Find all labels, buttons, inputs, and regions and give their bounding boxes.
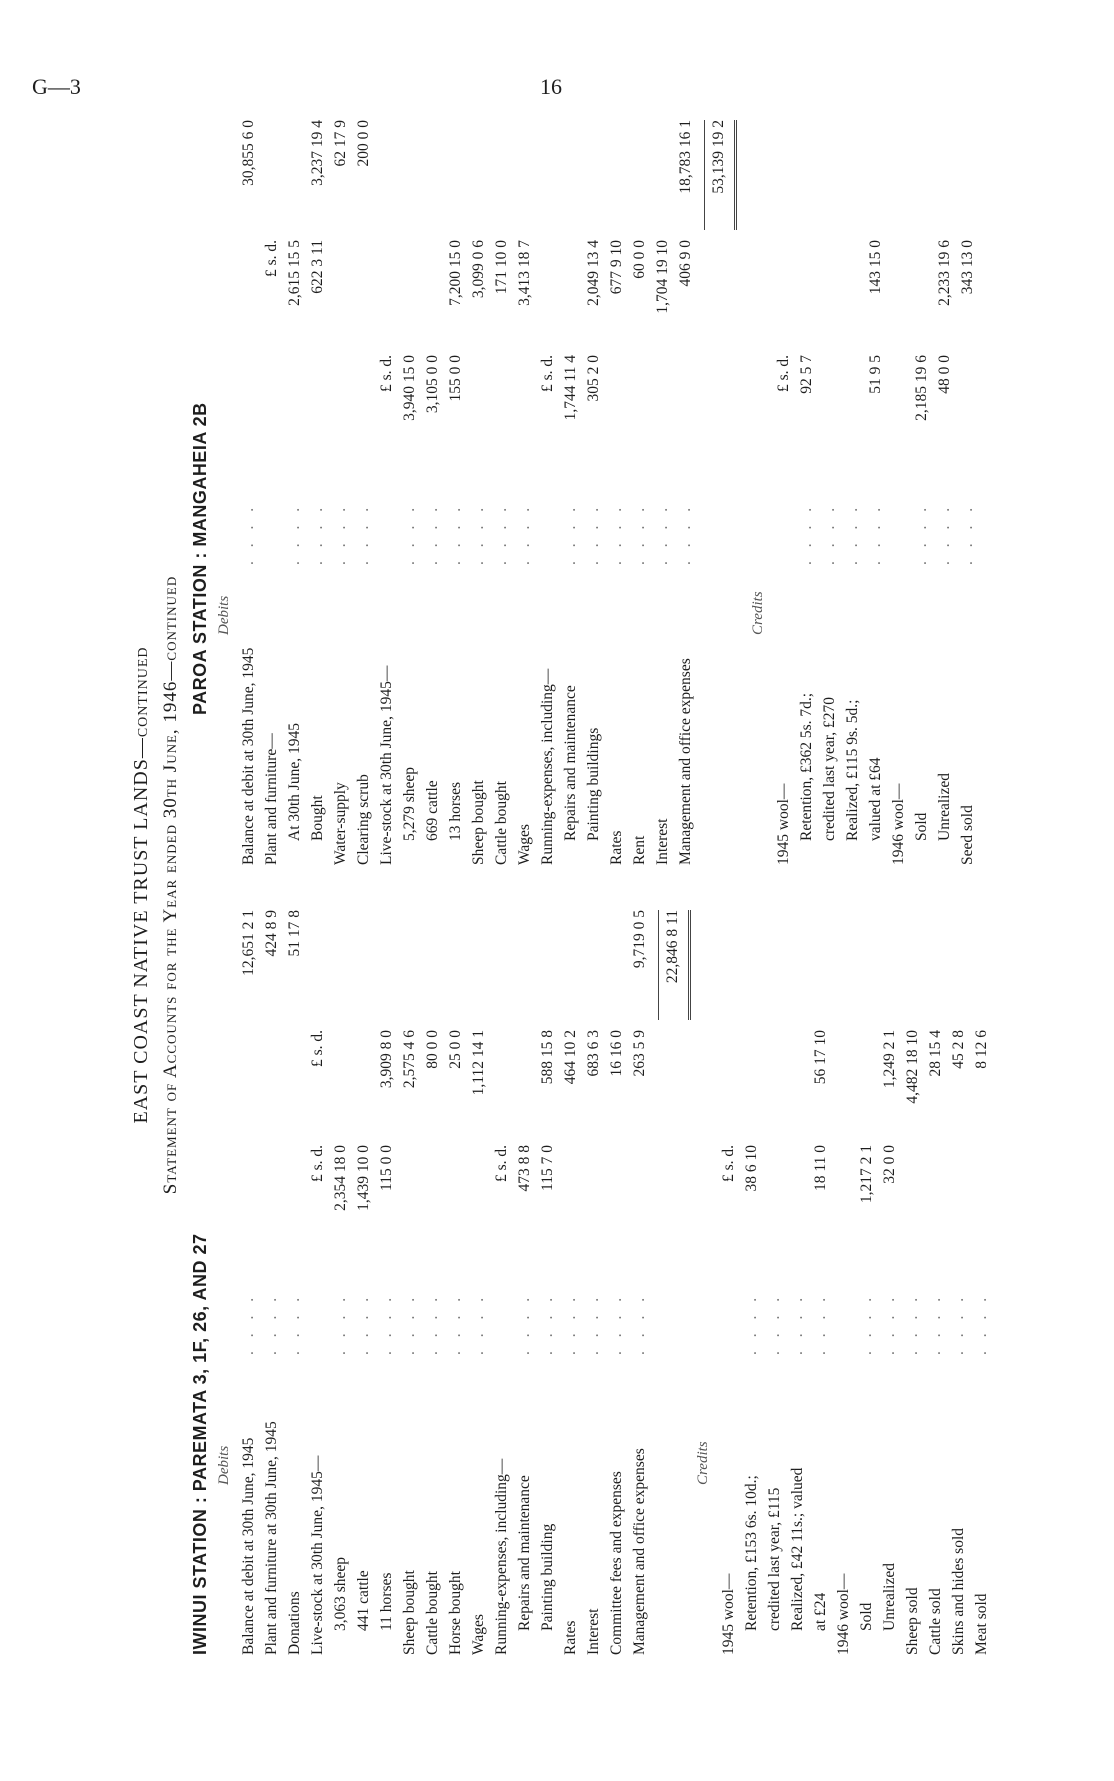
amount-mid: 1,112 14 1	[470, 1030, 487, 1096]
amount-mid: 1,249 2 1	[881, 1030, 898, 1089]
left-credits-heading: Credits	[695, 1441, 711, 1485]
leader-dots: . . . .	[447, 502, 464, 565]
amount-inner: 38 6 10	[743, 1145, 760, 1192]
amount-mid: 7,200 15 0	[447, 240, 464, 306]
row-label: 11 horses	[378, 1572, 395, 1631]
row-label: Clearing scrub	[355, 774, 372, 865]
left-station-title: IWINUI STATION : PAREMATA 3, 1F, 26, AND 27	[190, 1233, 210, 1655]
leader-dots: . . . .	[677, 502, 694, 565]
amount-mid: 8 12 6	[973, 1030, 990, 1069]
leader-dots: . . . .	[470, 1292, 487, 1355]
leader-dots: . . . .	[355, 1292, 372, 1355]
leader-dots: . . . .	[493, 502, 510, 565]
leader-dots: . . . .	[240, 502, 257, 565]
ledger-row	[424, 910, 444, 1655]
row-label: Retention, £153 6s. 10d.;	[743, 1475, 760, 1631]
ledger-row	[654, 120, 674, 865]
ledger-row	[332, 120, 352, 865]
leader-dots: . . . .	[424, 502, 441, 565]
ledger-row	[775, 120, 795, 865]
ledger-row	[355, 910, 375, 1655]
row-label: Plant and furniture at 30th June, 1945	[263, 1421, 280, 1655]
amount-outer: 200 0 0	[355, 120, 372, 167]
leader-dots: . . . .	[401, 1292, 418, 1355]
leader-dots: . . . .	[654, 502, 671, 565]
amount-mid: 28 15 4	[927, 1030, 944, 1077]
row-label: Water-supply	[332, 782, 349, 865]
row-label: Running-expenses, including—	[539, 668, 556, 865]
document-subtitle: Statement of Accounts for the Year ended 30th June, 1946—continued	[160, 575, 181, 1195]
ledger-row	[973, 910, 993, 1655]
ledger-row	[355, 120, 375, 865]
right-debits-heading: Debits	[216, 595, 232, 635]
row-label: 13 horses	[447, 782, 464, 841]
amount-inner: 1,217 2 1	[858, 1145, 875, 1204]
leader-dots: . . . .	[286, 502, 303, 565]
ledger-row	[539, 910, 559, 1655]
amount-mid: 2,049 13 4	[585, 240, 602, 306]
row-label: Sheep bought	[401, 1570, 418, 1655]
ledger-row	[890, 120, 910, 865]
row-label: Committee fees and expenses	[608, 1471, 625, 1655]
amount-mid: 3,413 18 7	[516, 240, 533, 306]
amount-mid: 2,233 19 6	[936, 240, 953, 306]
amount-mid: 677 9 10	[608, 240, 625, 295]
amount-mid: 56 17 10	[812, 1030, 829, 1085]
row-label: 1946 wool—	[890, 783, 907, 865]
amount-mid: 60 0 0	[631, 240, 648, 279]
amount-inner: 92 5 7	[798, 355, 815, 394]
amount-mid: £ s. d.	[263, 240, 280, 278]
ledger-row	[858, 910, 878, 1655]
total-row	[664, 910, 684, 1655]
amount-inner: £ s. d.	[378, 355, 395, 393]
leader-dots: . . . .	[401, 502, 418, 565]
row-label: Sold	[913, 812, 930, 841]
debit-total: 22,846 8 11	[664, 910, 681, 984]
leader-dots: . . . .	[798, 502, 815, 565]
amount-mid: 45 2 8	[950, 1030, 967, 1069]
amount-mid: 16 16 0	[608, 1030, 625, 1077]
ledger-row	[904, 910, 924, 1655]
ledger-row	[936, 120, 956, 865]
ledger-row	[470, 120, 490, 865]
leader-dots: . . . .	[631, 502, 648, 565]
leader-dots: . . . .	[821, 502, 838, 565]
row-label: Unrealized	[881, 1563, 898, 1631]
leader-dots: . . . .	[562, 502, 579, 565]
amount-inner: 305 2 0	[585, 355, 602, 402]
ledger-row	[585, 910, 605, 1655]
ledger-row	[835, 910, 855, 1655]
amount-mid: 1,704 19 10	[654, 240, 671, 314]
ledger-row	[493, 910, 513, 1655]
leader-dots: . . . .	[585, 502, 602, 565]
ledger-row	[798, 120, 818, 865]
ledger-row	[378, 910, 398, 1655]
right-credits-heading: Credits	[750, 591, 766, 635]
ledger-row	[286, 120, 306, 865]
ledger-row	[263, 120, 283, 865]
row-label: Rates	[562, 1620, 579, 1655]
leader-dots: . . . .	[332, 502, 349, 565]
row-label: Bought	[309, 795, 326, 841]
leader-dots: . . . .	[263, 1292, 280, 1355]
row-label: 1946 wool—	[835, 1573, 852, 1655]
amount-mid: 588 15 8	[539, 1030, 556, 1085]
ledger-row	[240, 120, 260, 865]
leader-dots: . . . .	[585, 1292, 602, 1355]
amount-outer: 51 17 8	[286, 910, 303, 957]
amount-inner: £ s. d.	[493, 1145, 510, 1183]
leader-dots: . . . .	[927, 1292, 944, 1355]
sum-rule	[704, 120, 705, 230]
ledger-row	[516, 120, 536, 865]
ledger-row	[516, 910, 536, 1655]
leader-dots: . . . .	[904, 1292, 921, 1355]
row-label: credited last year, £115	[766, 1487, 783, 1631]
leader-dots: . . . .	[355, 502, 372, 565]
amount-mid: 25 0 0	[447, 1030, 464, 1069]
rotated-statement	[130, 105, 1030, 1665]
row-label: Painting buildings	[585, 727, 602, 841]
row-label: Management and office expenses	[631, 1448, 648, 1655]
amount-mid: 2,615 15 5	[286, 240, 303, 306]
row-label: Meat sold	[973, 1593, 990, 1655]
row-label: Repairs and maintenance	[562, 685, 579, 841]
row-label: Balance at debit at 30th June, 1945	[240, 1437, 257, 1655]
ledger-row	[631, 910, 651, 1655]
amount-outer: 424 8 9	[263, 910, 280, 957]
amount-mid: £ s. d.	[309, 1030, 326, 1068]
amount-inner: 32 0 0	[881, 1145, 898, 1184]
ledger-row	[493, 120, 513, 865]
amount-mid: 622 3 11	[309, 240, 326, 294]
amount-inner: 1,744 11 4	[562, 355, 579, 421]
leader-dots: . . . .	[470, 502, 487, 565]
ledger-row	[378, 120, 398, 865]
ledger-row	[562, 120, 582, 865]
row-label: 669 cattle	[424, 780, 441, 841]
page-number: 16	[540, 74, 562, 99]
leader-dots: . . . .	[424, 1292, 441, 1355]
amount-inner: 155 0 0	[447, 355, 464, 402]
leader-dots: . . . .	[913, 502, 930, 565]
total-rule	[688, 910, 691, 1020]
page-ref: G—3	[32, 74, 81, 99]
row-label: Realized, £42 11s.; valued	[789, 1467, 806, 1631]
ledger-row	[401, 120, 421, 865]
row-label: Realized, £115 9s. 5d.;	[844, 699, 861, 841]
row-label: 5,279 sheep	[401, 766, 418, 841]
ledger-row	[608, 120, 628, 865]
amount-inner: £ s. d.	[775, 355, 792, 393]
amount-mid: 80 0 0	[424, 1030, 441, 1069]
leader-dots: . . . .	[240, 1292, 257, 1355]
ledger-row	[677, 120, 697, 865]
amount-inner: 473 8 8	[516, 1145, 533, 1192]
ledger-row	[470, 910, 490, 1655]
ledger-row	[789, 910, 809, 1655]
leader-dots: . . . .	[844, 502, 861, 565]
amount-mid: 3,099 0 6	[470, 240, 487, 299]
row-label: Management and office expenses	[677, 658, 694, 865]
leader-dots: . . . .	[812, 1292, 829, 1355]
row-label: Live-stock at 30th June, 1945—	[378, 665, 395, 865]
leader-dots: . . . .	[858, 1292, 875, 1355]
ledger-row	[631, 120, 651, 865]
amount-inner: £ s. d.	[720, 1145, 737, 1183]
ledger-row	[309, 910, 329, 1655]
amount-inner: 115 0 0	[378, 1145, 395, 1191]
row-label: Retention, £362 5s. 7d.;	[798, 692, 815, 841]
leader-dots: . . . .	[766, 1292, 783, 1355]
ledger-row	[743, 910, 763, 1655]
leader-dots: . . . .	[286, 1292, 303, 1355]
amount-inner: 48 0 0	[936, 355, 953, 394]
amount-inner: £ s. d.	[539, 355, 556, 393]
ledger-row	[447, 910, 467, 1655]
amount-mid: 406 9 0	[677, 240, 694, 287]
row-label: Donations	[286, 1591, 303, 1655]
row-label: Interest	[585, 1608, 602, 1655]
leader-dots: . . . .	[743, 1292, 760, 1355]
ledger-row	[585, 120, 605, 865]
ledger-row	[766, 910, 786, 1655]
row-label: Painting building	[539, 1523, 556, 1631]
ledger-row	[913, 120, 933, 865]
amount-inner: 2,185 19 6	[913, 355, 930, 421]
row-label: Wages	[516, 824, 533, 865]
row-label: Sold	[858, 1602, 875, 1631]
amount-outer: 18,783 16 1	[677, 120, 694, 194]
ledger-row	[927, 910, 947, 1655]
leader-dots: . . . .	[516, 502, 533, 565]
left-debits-heading: Debits	[216, 1445, 232, 1485]
ledger-row	[309, 120, 329, 865]
row-label: Rates	[608, 830, 625, 865]
amount-mid: 2,575 4 6	[401, 1030, 418, 1089]
row-label: Unrealized	[936, 773, 953, 841]
amount-mid: 171 10 0	[493, 240, 510, 295]
row-label: Wages	[470, 1614, 487, 1655]
total-rule	[734, 120, 737, 230]
ledger-row	[447, 120, 467, 865]
row-label: Sheep sold	[904, 1587, 921, 1655]
row-label: Cattle bought	[493, 781, 510, 865]
leader-dots: . . . .	[936, 502, 953, 565]
ledger-row	[562, 910, 582, 1655]
leader-dots: . . . .	[867, 502, 884, 565]
amount-inner: 115 7 0	[539, 1145, 556, 1191]
row-label: At 30th June, 1945	[286, 723, 303, 841]
amount-inner: 18 11 0	[812, 1145, 829, 1191]
amount-outer: 30,855 6 0	[240, 120, 257, 186]
row-label: Horse bought	[447, 1571, 464, 1655]
amount-inner: 3,940 15 0	[401, 355, 418, 421]
leader-dots: . . . .	[309, 502, 326, 565]
ledger-row	[424, 120, 444, 865]
sum-rule	[658, 910, 659, 1020]
amount-outer: 9,719 0 5	[631, 910, 648, 969]
row-label: credited last year, £270	[821, 697, 838, 841]
leader-dots: . . . .	[378, 1292, 395, 1355]
row-label: Live-stock at 30th June, 1945—	[309, 1455, 326, 1655]
row-label: 1945 wool—	[775, 783, 792, 865]
row-label: Seed sold	[959, 805, 976, 865]
leader-dots: . . . .	[608, 502, 625, 565]
ledger-row	[821, 120, 841, 865]
row-label: Repairs and maintenance	[516, 1475, 533, 1631]
leader-dots: . . . .	[959, 502, 976, 565]
amount-outer: 12,651 2 1	[240, 910, 257, 976]
ledger-row	[240, 910, 260, 1655]
leader-dots: . . . .	[539, 1292, 556, 1355]
ledger-row	[812, 910, 832, 1655]
row-label: 3,063 sheep	[332, 1556, 349, 1631]
ledger-row	[720, 910, 740, 1655]
leader-dots: . . . .	[881, 1292, 898, 1355]
amount-mid: 263 5 9	[631, 1030, 648, 1077]
ledger-row	[401, 910, 421, 1655]
ledger-row	[263, 910, 283, 1655]
leader-dots: . . . .	[631, 1292, 648, 1355]
ledger-row	[881, 910, 901, 1655]
leader-dots: . . . .	[332, 1292, 349, 1355]
leader-dots: . . . .	[950, 1292, 967, 1355]
row-label: 441 cattle	[355, 1570, 372, 1631]
row-label: Running-expenses, including—	[493, 1458, 510, 1655]
row-label: Skins and hides sold	[950, 1527, 967, 1655]
total-row	[710, 120, 730, 865]
row-label: valued at £64	[867, 757, 884, 841]
row-label: Balance at debit at 30th June, 1945	[240, 647, 257, 865]
amount-inner: 51 9 5	[867, 355, 884, 394]
ledger-row	[959, 120, 979, 865]
amount-mid: 464 10 2	[562, 1030, 579, 1085]
amount-inner: £ s. d.	[309, 1145, 326, 1183]
row-label: Interest	[654, 818, 671, 865]
ledger-row	[950, 910, 970, 1655]
amount-outer: 3,237 19 4	[309, 120, 326, 186]
row-label: Rent	[631, 835, 648, 865]
ledger-row	[286, 910, 306, 1655]
amount-mid: 683 6 3	[585, 1030, 602, 1077]
document-title: EAST COAST NATIVE TRUST LANDS—continued	[130, 646, 152, 1124]
amount-outer: 62 17 9	[332, 120, 349, 167]
leader-dots: . . . .	[973, 1292, 990, 1355]
right-station-title: PAROA STATION : MANGAHEIA 2B	[190, 402, 210, 715]
amount-inner: 1,439 10 0	[355, 1145, 372, 1211]
debit-total: 53,139 19 2	[710, 120, 727, 194]
amount-mid: 3,909 8 0	[378, 1030, 395, 1089]
row-label: Cattle sold	[927, 1588, 944, 1655]
leader-dots: . . . .	[516, 1292, 533, 1355]
ledger-row	[332, 910, 352, 1655]
leader-dots: . . . .	[608, 1292, 625, 1355]
row-label: at £24	[812, 1592, 829, 1631]
row-label: Cattle bought	[424, 1571, 441, 1655]
amount-mid: 343 13 0	[959, 240, 976, 295]
amount-mid: 4,482 18 10	[904, 1030, 921, 1104]
amount-inner: 2,354 18 0	[332, 1145, 349, 1211]
ledger-row	[844, 120, 864, 865]
leader-dots: . . . .	[562, 1292, 579, 1355]
leader-dots: . . . .	[789, 1292, 806, 1355]
amount-inner: 3,105 0 0	[424, 355, 441, 414]
amount-mid: 143 15 0	[867, 240, 884, 295]
leader-dots: . . . .	[447, 1292, 464, 1355]
row-label: Sheep bought	[470, 780, 487, 865]
ledger-row	[539, 120, 559, 865]
row-label: Plant and furniture—	[263, 733, 280, 865]
row-label: 1945 wool—	[720, 1573, 737, 1655]
ledger-row	[867, 120, 887, 865]
ledger-row	[608, 910, 628, 1655]
